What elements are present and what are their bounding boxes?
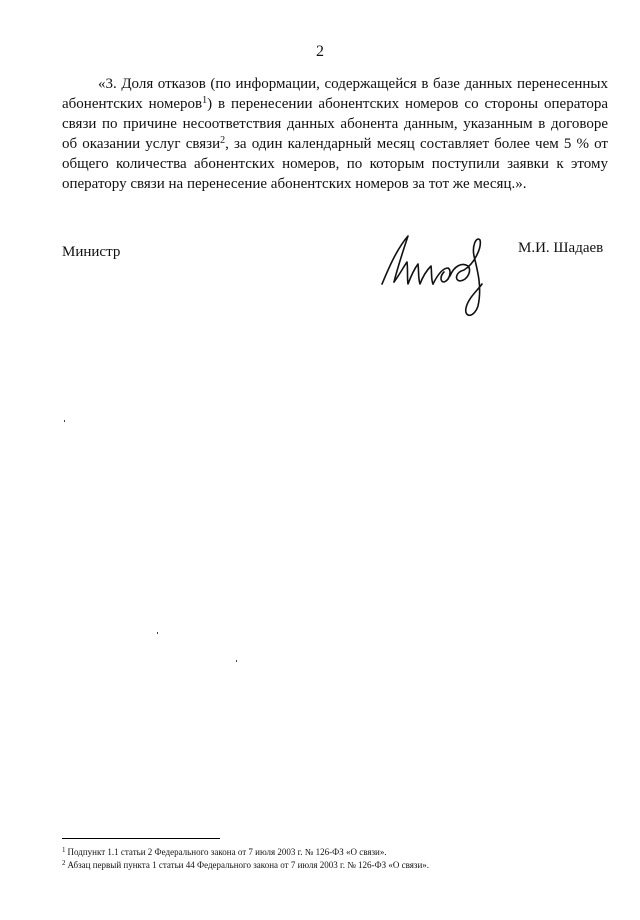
scan-speck: [157, 632, 158, 634]
paragraph-text-part-3: , за один календарный месяц составляет более чем 5 % от общего количества абонентских номеров, по которым поступили заявки к этому оператору связи на перенесение абонентских номеров за тот же месяц.».: [62, 136, 608, 192]
signer-role: Министр: [62, 244, 121, 260]
footnote-number: 2: [62, 859, 66, 867]
footnote: [62, 859, 622, 872]
footnote-text: Подпункт 1.1 статьи 2 Федерального закона от 7 июля 2003 г. № 126-ФЗ «О связи».: [67, 847, 387, 857]
paragraph-text-part-2: ) в перенесении абонентских номеров со стороны оператора связи по причине несоответствия данных абонента данным, указанным в договоре об оказании услуг связи: [62, 96, 609, 152]
signer-name: М.И. Шадаев: [518, 240, 604, 256]
handwritten-signature: [378, 226, 498, 327]
footnote-ref-1: 1: [202, 95, 208, 106]
footnote-ref-2: 2: [220, 135, 226, 146]
scan-speck: [64, 420, 65, 422]
footnotes: [62, 846, 622, 872]
footnote-number: 1: [62, 846, 66, 854]
paragraph-text-part-1: «3. Доля отказов (по информации, содержащейся в базе данных перенесенных абонентских номеров: [62, 76, 608, 112]
body-paragraph: [62, 74, 608, 194]
scan-speck: [236, 660, 237, 662]
footnote-text: Абзац первый пункта 1 статьи 44 Федерального закона от 7 июля 2003 г. № 126-ФЗ «О связи».: [67, 860, 430, 870]
page-number: 2: [316, 43, 324, 60]
footnote-separator: [62, 838, 220, 839]
footnote: [62, 846, 622, 859]
